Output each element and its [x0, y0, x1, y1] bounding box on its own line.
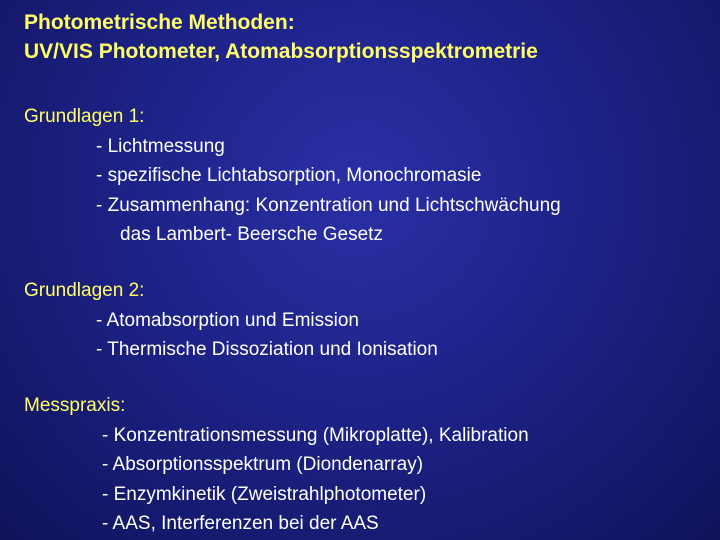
list-item: - AAS, Interferenzen bei der AAS [102, 513, 379, 534]
list-item-continuation: das Lambert- Beersche Gesetz [120, 224, 383, 245]
section-grundlagen-2 [24, 276, 438, 365]
list-item: - spezifische Lichtabsorption, Monochromasie [96, 165, 482, 186]
list-item: - Konzentrationsmessung (Mikroplatte), Kalibration [102, 424, 529, 446]
section-heading: Messpraxis: [24, 395, 126, 416]
section-heading: Grundlagen 1: [24, 106, 145, 127]
title-line-1: Photometrische Methoden: [24, 11, 295, 34]
section-heading: Grundlagen 2: [24, 280, 145, 301]
list-item: - Zusammenhang: Konzentration und Lichtschwächung [96, 194, 561, 216]
section-grundlagen-1 [24, 102, 561, 250]
slide-title [24, 8, 538, 66]
list-item: - Absorptionsspektrum (Diondenarray) [102, 454, 424, 475]
section-messpraxis [24, 391, 529, 539]
list-item: - Atomabsorption und Emission [96, 309, 359, 331]
list-item: - Thermische Dissoziation und Ionisation [96, 339, 438, 360]
list-item: - Enzymkinetik (Zweistrahlphotometer) [102, 483, 427, 505]
list-item: - Lichtmessung [96, 135, 225, 157]
title-line-2: UV/VIS Photometer, Atomabsorptionsspektrometrie [24, 40, 538, 63]
